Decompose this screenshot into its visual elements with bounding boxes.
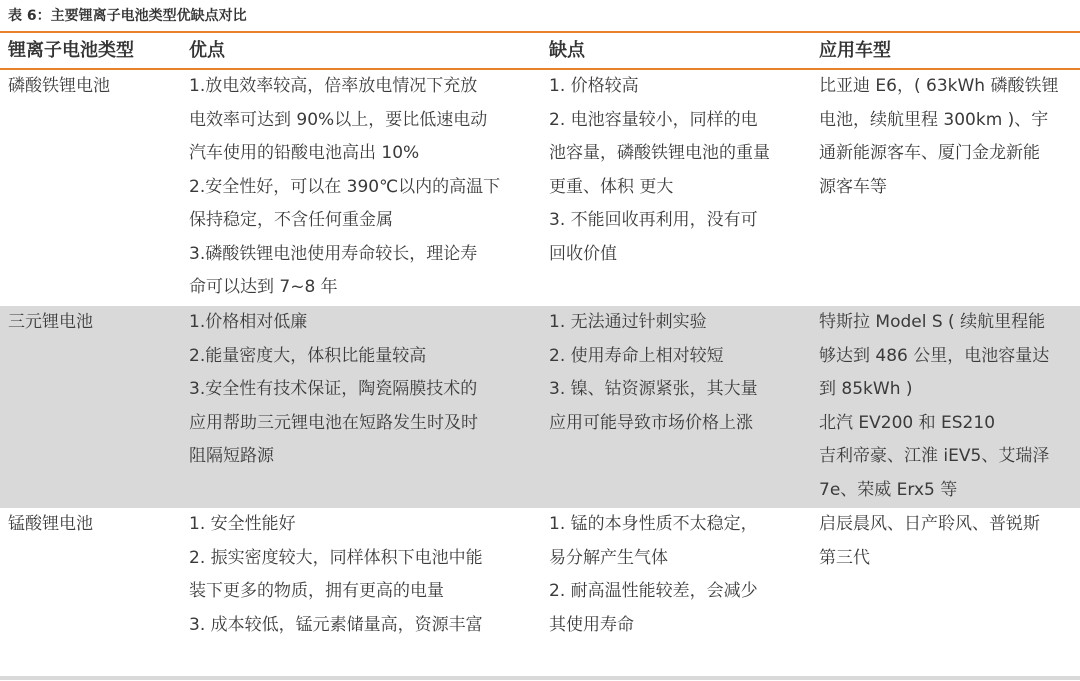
cell-cons — [549, 306, 809, 440]
models-line: 第三代 — [819, 547, 870, 568]
cons-line: 3. 镍、钴资源紧张，其大量 — [549, 379, 758, 399]
models-line: 源客车等 — [819, 176, 887, 197]
cell-type — [8, 508, 178, 542]
pros-line: 2.安全性好，可以在 390℃以内的高温下 — [189, 176, 501, 197]
pros-line: 2. 振实密度较大，同样体积下电池中能 — [189, 547, 483, 568]
battery-type: 三元锂电池 — [8, 312, 93, 332]
pros-line: 电效率可达到 90%以上，要比低速电动 — [189, 109, 488, 130]
bottom-rule — [0, 676, 1080, 680]
models-line: 特斯拉 Model S ( 续航里程能 — [819, 312, 1046, 332]
header-models: 应用车型 — [819, 40, 891, 61]
header-pros: 优点 — [189, 40, 225, 61]
cons-line: 1. 无法通过针刺实验 — [549, 312, 707, 332]
pros-line: 保持稳定，不含任何重金属 — [189, 210, 393, 230]
models-line: 吉利帝豪、江淮 iEV5、艾瑞泽 — [819, 446, 1050, 466]
cons-line: 2. 使用寿命上相对较短 — [549, 345, 724, 366]
pros-line: 2.能量密度大，体积比能量较高 — [189, 345, 427, 366]
pros-line: 装下更多的物质，拥有更高的电量 — [189, 581, 444, 601]
pros-line: 3.安全性有技术保证，陶瓷隔膜技术的 — [189, 379, 478, 399]
cell-cons — [549, 70, 809, 271]
table-row — [0, 508, 1080, 676]
pros-line: 3. 成本较低，锰元素储量高，资源丰富 — [189, 614, 483, 635]
cell-models — [819, 306, 1074, 507]
models-line: 启辰晨风、日产聆风、普锐斯 — [819, 514, 1040, 534]
models-line: 北汽 EV200 和 ES210 — [819, 412, 996, 433]
models-line: 到 85kWh ) — [819, 379, 913, 399]
cons-line: 应用可能导致市场价格上涨 — [549, 412, 753, 433]
table-row — [0, 306, 1080, 508]
models-line: 电池，续航里程 300km )、宇 — [819, 109, 1049, 130]
cons-line: 2. 耐高温性能较差，会减少 — [549, 581, 758, 601]
battery-type: 磷酸铁锂电池 — [8, 76, 110, 96]
cons-line: 2. 电池容量较小，同样的电 — [549, 109, 758, 130]
cons-line: 3. 不能回收再利用，没有可 — [549, 210, 758, 230]
pros-line: 阻隔短路源 — [189, 446, 274, 466]
header-type: 锂离子电池类型 — [8, 40, 134, 61]
pros-line: 命可以达到 7~8 年 — [189, 277, 338, 297]
cell-pros — [189, 70, 539, 305]
cell-type — [8, 70, 178, 104]
table-header — [0, 33, 1080, 68]
pros-line: 3.磷酸铁锂电池使用寿命较长，理论寿 — [189, 243, 478, 264]
cell-type — [8, 306, 178, 340]
table-caption: 表 6：主要锂离子电池类型优缺点对比 — [8, 8, 247, 24]
pros-line: 1.放电效率较高，倍率放电情况下充放 — [189, 76, 478, 96]
battery-type: 锰酸锂电池 — [8, 514, 93, 534]
cons-line: 其使用寿命 — [549, 614, 634, 635]
pros-line: 应用帮助三元锂电池在短路发生时及时 — [189, 412, 478, 433]
table-row — [0, 70, 1080, 306]
models-line: 够达到 486 公里，电池容量达 — [819, 345, 1050, 366]
cons-line: 1. 锰的本身性质不太稳定， — [549, 514, 758, 534]
header-cons: 缺点 — [549, 40, 585, 61]
cell-pros — [189, 306, 539, 474]
pros-line: 1. 安全性能好 — [189, 514, 296, 534]
pros-line: 汽车使用的铅酸电池高出 10% — [189, 143, 420, 163]
cons-line: 易分解产生气体 — [549, 547, 668, 568]
models-line: 7e、荣威 Erx5 等 — [819, 479, 958, 500]
cons-line: 1. 价格较高 — [549, 76, 639, 96]
models-line: 通新能源客车、厦门金龙新能 — [819, 143, 1040, 163]
cons-line: 池容量，磷酸铁锂电池的重量 — [549, 143, 770, 163]
cell-cons — [549, 508, 809, 642]
cell-models — [819, 508, 1074, 575]
models-line: 比亚迪 E6，( 63kWh 磷酸铁锂 — [819, 76, 1059, 96]
cons-line: 更重、体积 更大 — [549, 176, 674, 197]
cons-line: 回收价值 — [549, 243, 617, 264]
cell-models — [819, 70, 1074, 204]
cell-pros — [189, 508, 539, 642]
pros-line: 1.价格相对低廉 — [189, 312, 308, 332]
